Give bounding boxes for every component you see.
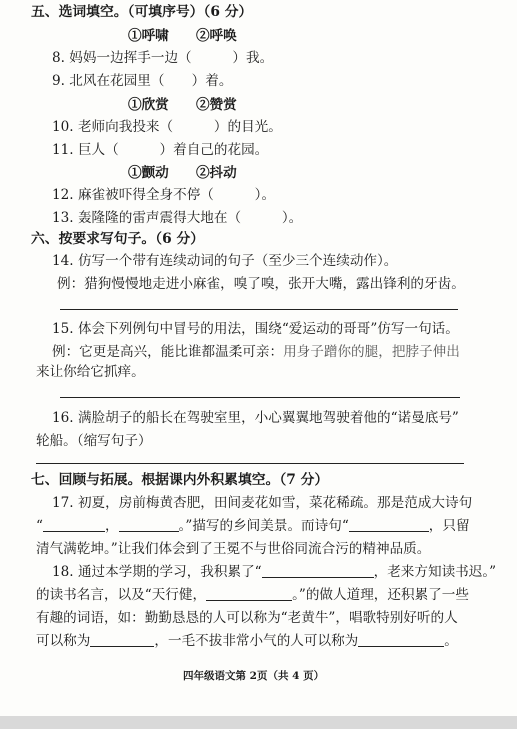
q17-open-quote: “ xyxy=(36,518,43,534)
page-footer: 四年级语文第 2页（共 4 页） xyxy=(183,670,325,682)
question-17-line-1: 17. 初夏，房前梅黄杏肥，田间麦花如雪，菜花稀疏。那是范成大诗句 xyxy=(52,495,473,511)
blank-18a[interactable] xyxy=(262,563,374,578)
blank-17a[interactable] xyxy=(43,517,105,532)
word-options-1: ①呼啸 ②呼唤 xyxy=(128,28,237,44)
blank-18d[interactable] xyxy=(358,632,444,647)
question-15-example-cont: 来让你给它抓痒。 xyxy=(36,364,145,380)
blank-18b[interactable] xyxy=(206,586,292,601)
q18-motto-end: 。”的做人道理，还积累了一些 xyxy=(292,587,469,603)
section7-title: 七、回顾与拓展。根据课内外积累填空。（7 分） xyxy=(31,472,329,488)
q18-call-1: 可以称为 xyxy=(36,633,91,649)
q18-period: 。 xyxy=(444,633,458,649)
q17-end-text: ，只留 xyxy=(428,518,470,534)
question-11: 11. 巨人（ ）着自己的花园。 xyxy=(52,142,269,158)
question-9: 9. 北风在花园里（ ）着。 xyxy=(52,73,233,89)
section5-title: 五、选词填空。（可填序号）（6 分） xyxy=(31,4,253,20)
question-15-example-part-b: 用身子蹭你的腿，把脖子伸出 xyxy=(283,344,460,360)
blank-17c[interactable] xyxy=(349,517,429,532)
question-15: 15. 体会下列例句中冒号的用法，围绕“爱运动的哥哥”仿写一句话。 xyxy=(52,321,459,337)
word-options-3: ①颤动 ②抖动 xyxy=(128,165,237,181)
question-16-cont: 轮船。（缩写句子） xyxy=(36,433,152,449)
question-16: 16. 满脸胡子的船长在驾驶室里，小心翼翼地驾驶着他的“诺曼底号” xyxy=(52,410,459,426)
q17-mid-text: 。”描写的乡间美景。而诗句“ xyxy=(178,518,349,534)
question-14: 14. 仿写一个带有连续动词的句子（至少三个连续动作）。 xyxy=(52,253,398,269)
q18-call-2: ，一毛不拔非常小气的人可以称为 xyxy=(154,633,359,649)
question-17-line-3: 清气满乾坤。”让我们体会到了王冕不与世俗同流合污的精神品质。 xyxy=(36,541,431,557)
bottom-band xyxy=(0,716,517,729)
answer-line-15[interactable] xyxy=(60,397,460,398)
question-13: 13. 轰隆隆的雷声震得大地在（ ）。 xyxy=(52,210,303,226)
q18-motto-start: 的读书名言，以及“天行健， xyxy=(36,587,207,603)
question-8: 8. 妈妈一边挥手一边（ ）我。 xyxy=(52,50,274,66)
question-15-example-part-a: 例：它更是高兴，能比谁都温柔可亲： xyxy=(52,344,284,360)
q18-start-text: 18. 通过本学期的学习，我积累了“ xyxy=(52,564,262,580)
question-17-line-2 xyxy=(36,517,470,535)
question-18-line-3: 有趣的词语，如：勤勤恳恳的人可以称为“老黄牛”，唱歌特别好听的人 xyxy=(36,610,458,626)
word-options-2: ①欣赏 ②赞赏 xyxy=(128,97,237,113)
question-18-line-2 xyxy=(36,586,469,604)
question-18-line-1 xyxy=(52,563,496,581)
section6-title: 六、按要求写句子。（6 分） xyxy=(31,231,205,247)
answer-line-14[interactable] xyxy=(60,309,458,310)
q17-comma: ， xyxy=(104,518,119,534)
answer-line-16[interactable] xyxy=(36,463,464,464)
question-15-example xyxy=(52,343,460,361)
question-14-example: 例：猎狗慢慢地走进小麻雀，嗅了嗅，张开大嘴，露出锋利的牙齿。 xyxy=(57,276,465,292)
question-12: 12. 麻雀被吓得全身不停（ ）。 xyxy=(52,187,276,203)
q18-quote-end: ，老来方知读书迟。” xyxy=(373,564,497,580)
blank-18c[interactable] xyxy=(90,632,154,647)
blank-17b[interactable] xyxy=(119,517,179,532)
question-10: 10. 老师向我投来（ ）的目光。 xyxy=(52,119,282,135)
question-18-line-4 xyxy=(36,632,458,650)
